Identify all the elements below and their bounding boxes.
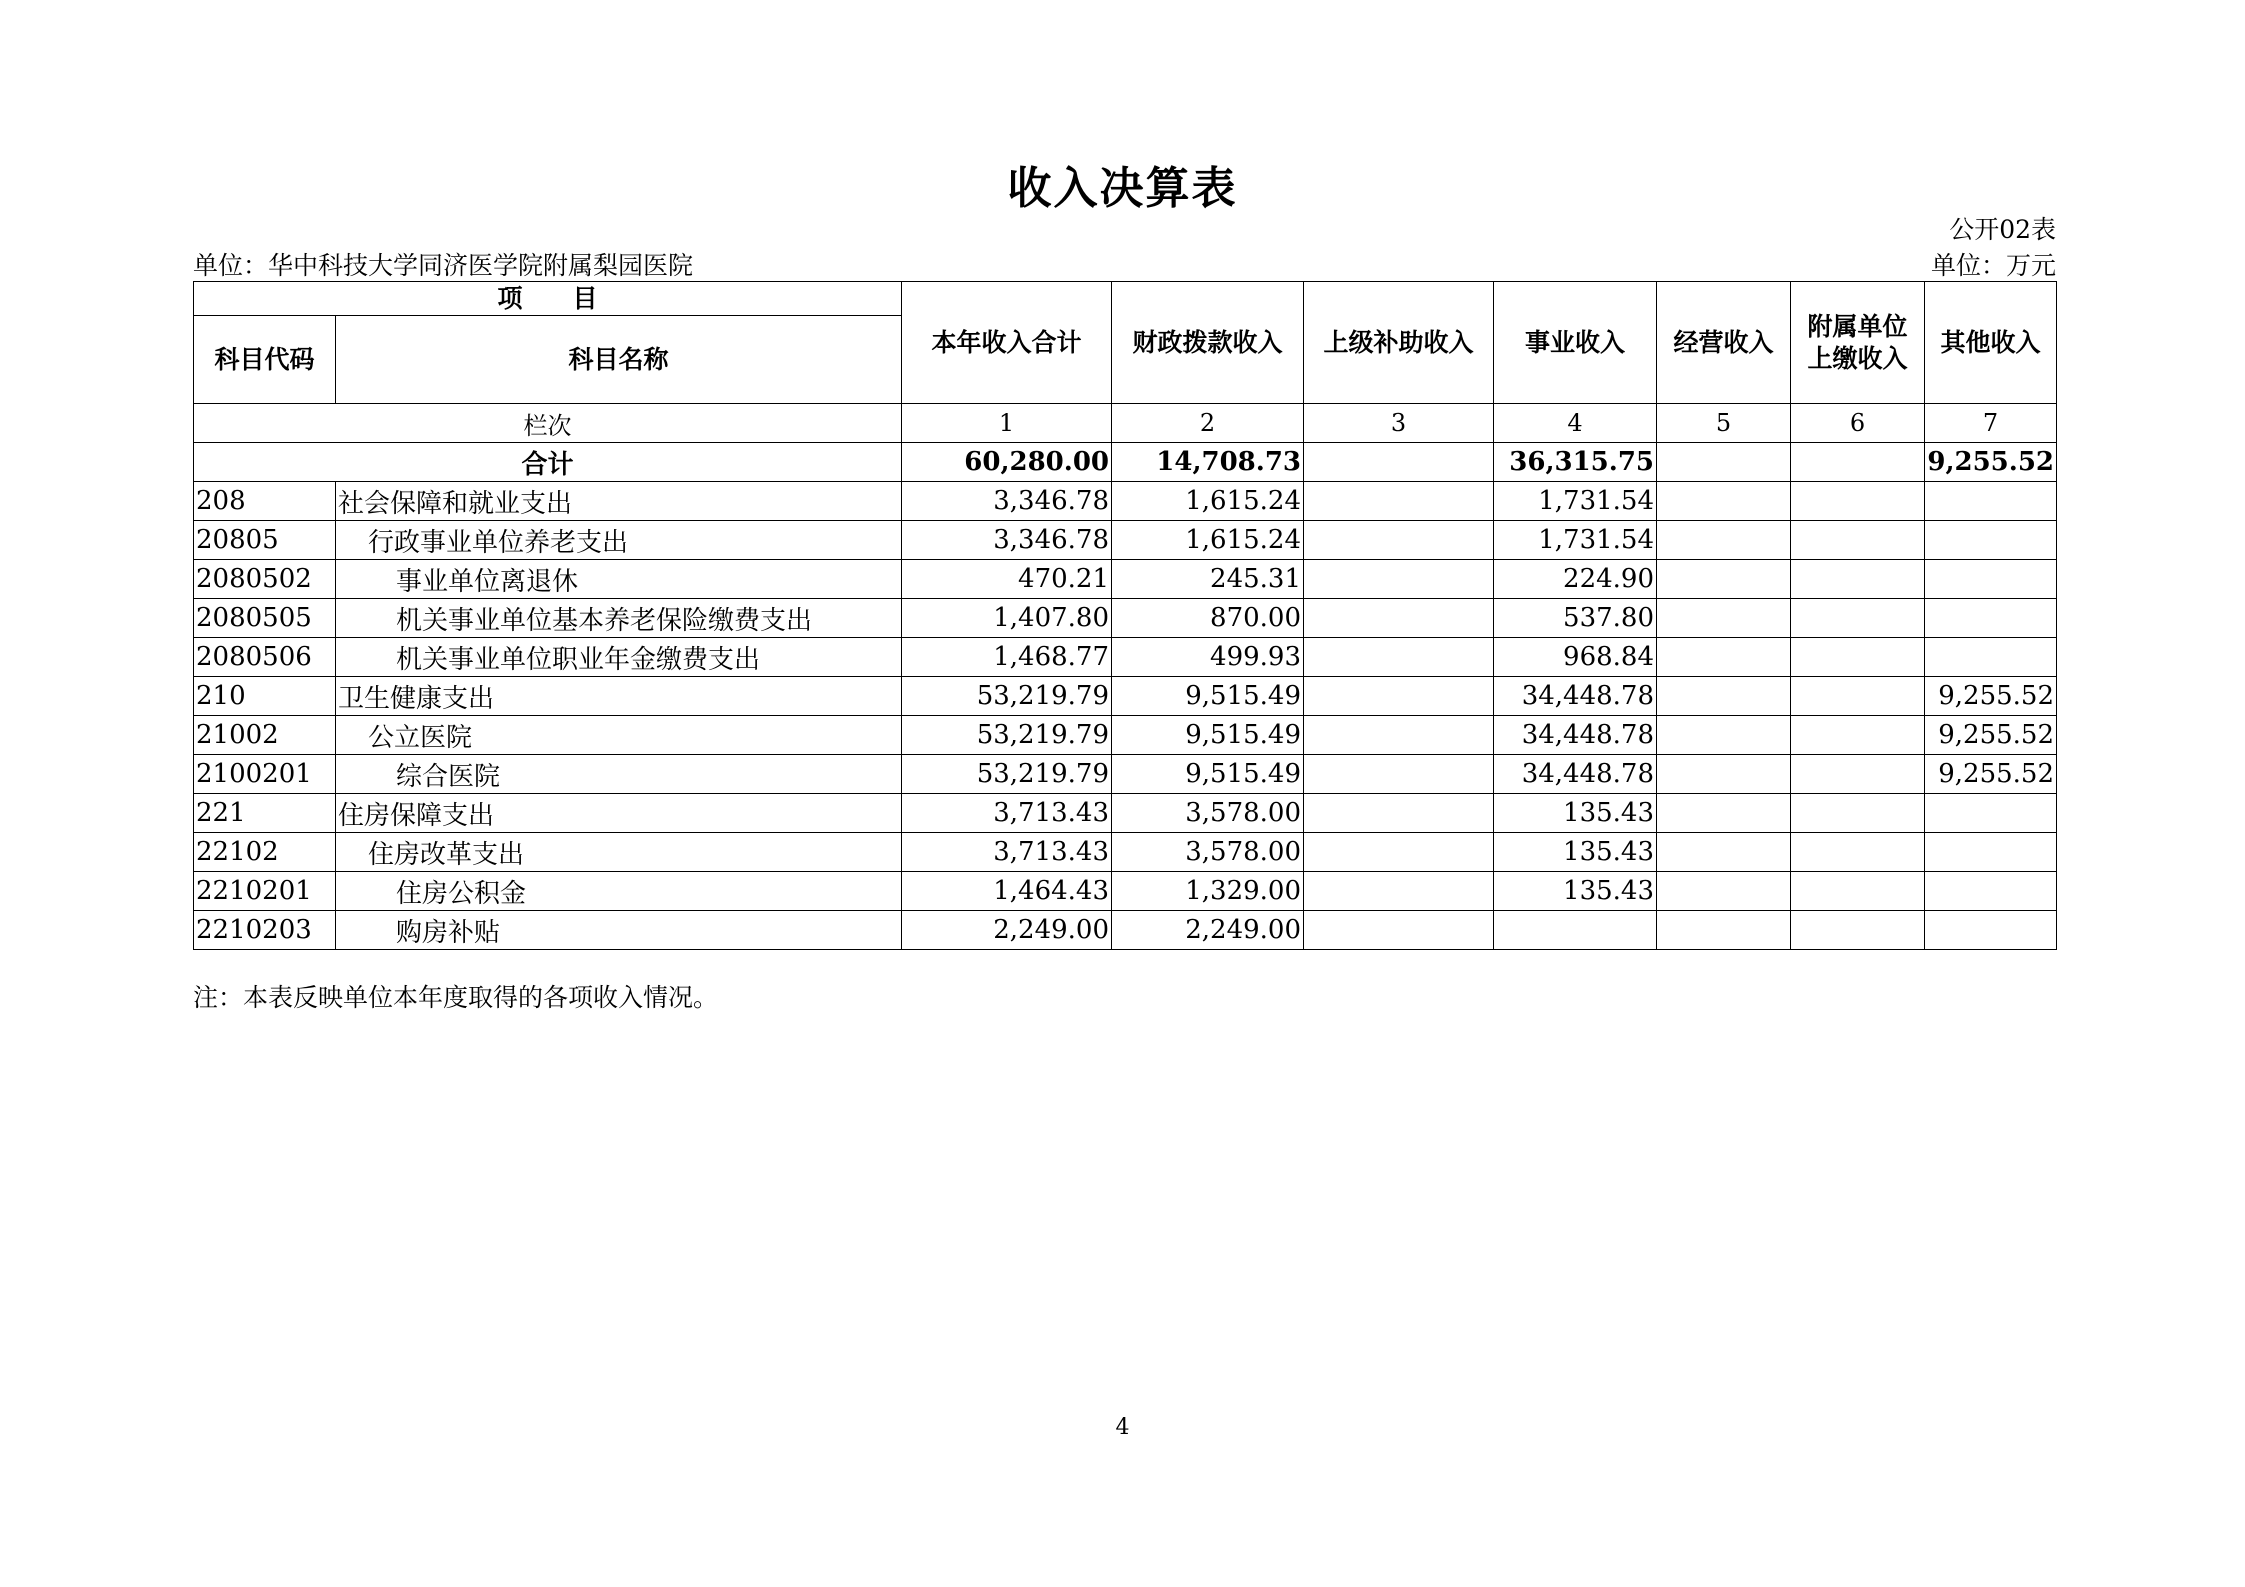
subject-name: 综合医院 xyxy=(336,755,902,794)
amount-cell xyxy=(1791,833,1925,872)
amount-cell xyxy=(1791,911,1925,950)
amount-cell xyxy=(1791,716,1925,755)
amount-cell xyxy=(1657,872,1791,911)
subject-code: 2210203 xyxy=(194,911,336,950)
table-row xyxy=(194,716,2057,755)
amount-cell: 34,448.78 xyxy=(1494,716,1657,755)
amount-cell: 34,448.78 xyxy=(1494,755,1657,794)
amount-cell: 1,731.54 xyxy=(1494,521,1657,560)
header-fiscal-income: 财政拨款收入 xyxy=(1112,282,1304,404)
amount-cell: 1,731.54 xyxy=(1494,482,1657,521)
amount-cell xyxy=(1925,482,2057,521)
amount-cell: 9,515.49 xyxy=(1112,716,1304,755)
index-row xyxy=(194,404,2057,443)
subject-name: 社会保障和就业支出 xyxy=(336,482,902,521)
amount-cell: 53,219.79 xyxy=(902,716,1112,755)
amount-cell xyxy=(1657,755,1791,794)
header-operating-income: 经营收入 xyxy=(1657,282,1791,404)
total-label: 合计 xyxy=(194,443,902,482)
total-cell xyxy=(1657,443,1791,482)
amount-cell xyxy=(1925,599,2057,638)
amount-cell xyxy=(1791,755,1925,794)
amount-cell xyxy=(1791,599,1925,638)
subject-code: 22102 xyxy=(194,833,336,872)
subject-name: 住房改革支出 xyxy=(336,833,902,872)
amount-cell: 9,515.49 xyxy=(1112,677,1304,716)
amount-cell: 9,255.52 xyxy=(1925,677,2057,716)
header-item: 项 目 xyxy=(194,282,902,316)
table-row xyxy=(194,755,2057,794)
page-title: 收入决算表 xyxy=(1007,163,1238,214)
amount-cell xyxy=(1791,677,1925,716)
amount-cell xyxy=(1304,833,1494,872)
amount-cell xyxy=(1925,911,2057,950)
subject-name: 行政事业单位养老支出 xyxy=(336,521,902,560)
amount-cell: 9,515.49 xyxy=(1112,755,1304,794)
total-cell: 9,255.52 xyxy=(1925,443,2057,482)
subject-code: 2080506 xyxy=(194,638,336,677)
subject-code: 208 xyxy=(194,482,336,521)
amount-cell xyxy=(1657,677,1791,716)
amount-cell: 135.43 xyxy=(1494,872,1657,911)
amount-cell xyxy=(1304,716,1494,755)
amount-cell: 470.21 xyxy=(902,560,1112,599)
form-number: 公开02表 xyxy=(1949,215,2056,244)
subject-code: 221 xyxy=(194,794,336,833)
amount-cell: 135.43 xyxy=(1494,794,1657,833)
amount-cell xyxy=(1925,521,2057,560)
header-subject-code: 科目代码 xyxy=(194,316,336,404)
amount-cell: 1,615.24 xyxy=(1112,482,1304,521)
amount-cell xyxy=(1304,521,1494,560)
amount-cell: 3,578.00 xyxy=(1112,794,1304,833)
amount-cell: 1,464.43 xyxy=(902,872,1112,911)
table-row xyxy=(194,677,2057,716)
subject-name: 事业单位离退休 xyxy=(336,560,902,599)
index-cell: 3 xyxy=(1304,404,1494,443)
amount-cell: 224.90 xyxy=(1494,560,1657,599)
amount-cell xyxy=(1791,794,1925,833)
amount-cell xyxy=(1304,872,1494,911)
subject-code: 2210201 xyxy=(194,872,336,911)
index-label: 栏次 xyxy=(194,404,902,443)
header-subsidiary-income xyxy=(1791,282,1925,404)
amount-cell: 1,329.00 xyxy=(1112,872,1304,911)
amount-cell: 3,346.78 xyxy=(902,521,1112,560)
table-row xyxy=(194,560,2057,599)
subject-name: 卫生健康支出 xyxy=(336,677,902,716)
table-row xyxy=(194,599,2057,638)
amount-cell xyxy=(1791,872,1925,911)
amount-cell xyxy=(1304,911,1494,950)
table-row xyxy=(194,911,2057,950)
amount-cell: 968.84 xyxy=(1494,638,1657,677)
amount-cell xyxy=(1925,872,2057,911)
total-cell xyxy=(1304,443,1494,482)
amount-cell xyxy=(1791,482,1925,521)
amount-cell: 245.31 xyxy=(1112,560,1304,599)
index-cell: 5 xyxy=(1657,404,1791,443)
unit-organization: 单位：华中科技大学同济医学院附属梨园医院 xyxy=(193,251,694,280)
table-row xyxy=(194,833,2057,872)
table-row xyxy=(194,872,2057,911)
index-cell: 7 xyxy=(1925,404,2057,443)
amount-cell: 135.43 xyxy=(1494,833,1657,872)
amount-cell xyxy=(1304,638,1494,677)
subject-code: 21002 xyxy=(194,716,336,755)
amount-cell: 2,249.00 xyxy=(1112,911,1304,950)
amount-cell xyxy=(1657,482,1791,521)
subject-code: 2080502 xyxy=(194,560,336,599)
subject-code: 20805 xyxy=(194,521,336,560)
amount-cell xyxy=(1791,521,1925,560)
amount-cell xyxy=(1304,560,1494,599)
header-subsidiary-line1: 附属单位 xyxy=(1807,311,1908,341)
amount-cell: 9,255.52 xyxy=(1925,716,2057,755)
amount-cell: 53,219.79 xyxy=(902,755,1112,794)
amount-cell xyxy=(1304,755,1494,794)
amount-cell xyxy=(1925,833,2057,872)
amount-cell: 3,713.43 xyxy=(902,794,1112,833)
amount-cell xyxy=(1791,560,1925,599)
index-cell: 6 xyxy=(1791,404,1925,443)
amount-cell xyxy=(1304,677,1494,716)
header-subject-name: 科目名称 xyxy=(336,316,902,404)
unit-currency: 单位：万元 xyxy=(1930,251,2056,280)
amount-cell: 1,468.77 xyxy=(902,638,1112,677)
amount-cell xyxy=(1925,638,2057,677)
subject-name: 住房公积金 xyxy=(336,872,902,911)
amount-cell xyxy=(1657,521,1791,560)
amount-cell xyxy=(1494,911,1657,950)
subject-code: 210 xyxy=(194,677,336,716)
amount-cell: 2,249.00 xyxy=(902,911,1112,950)
table-row xyxy=(194,521,2057,560)
amount-cell: 3,713.43 xyxy=(902,833,1112,872)
subject-code: 2080505 xyxy=(194,599,336,638)
amount-cell xyxy=(1925,560,2057,599)
amount-cell xyxy=(1657,560,1791,599)
amount-cell: 53,219.79 xyxy=(902,677,1112,716)
subject-name: 公立医院 xyxy=(336,716,902,755)
total-cell xyxy=(1791,443,1925,482)
header-superior-subsidy: 上级补助收入 xyxy=(1304,282,1494,404)
amount-cell: 537.80 xyxy=(1494,599,1657,638)
amount-cell: 3,578.00 xyxy=(1112,833,1304,872)
amount-cell: 1,615.24 xyxy=(1112,521,1304,560)
amount-cell xyxy=(1657,833,1791,872)
table-row xyxy=(194,482,2057,521)
total-row xyxy=(194,443,2057,482)
total-cell: 36,315.75 xyxy=(1494,443,1657,482)
amount-cell xyxy=(1657,911,1791,950)
index-cell: 2 xyxy=(1112,404,1304,443)
amount-cell: 499.93 xyxy=(1112,638,1304,677)
income-table xyxy=(193,281,2057,950)
amount-cell xyxy=(1657,794,1791,833)
page-number: 4 xyxy=(1115,1415,1130,1440)
table-row xyxy=(194,638,2057,677)
index-cell: 1 xyxy=(902,404,1112,443)
subject-name: 住房保障支出 xyxy=(336,794,902,833)
header-business-income: 事业收入 xyxy=(1494,282,1657,404)
amount-cell: 870.00 xyxy=(1112,599,1304,638)
subject-name: 机关事业单位基本养老保险缴费支出 xyxy=(336,599,902,638)
amount-cell: 9,255.52 xyxy=(1925,755,2057,794)
index-cell: 4 xyxy=(1494,404,1657,443)
total-cell: 60,280.00 xyxy=(902,443,1112,482)
amount-cell: 3,346.78 xyxy=(902,482,1112,521)
amount-cell xyxy=(1304,599,1494,638)
footnote: 注：本表反映单位本年度取得的各项收入情况。 xyxy=(193,983,719,1012)
amount-cell xyxy=(1304,794,1494,833)
table-row xyxy=(194,794,2057,833)
subject-name: 购房补贴 xyxy=(336,911,902,950)
amount-cell xyxy=(1657,599,1791,638)
amount-cell xyxy=(1925,794,2057,833)
amount-cell: 1,407.80 xyxy=(902,599,1112,638)
amount-cell xyxy=(1791,638,1925,677)
header-other-income: 其他收入 xyxy=(1925,282,2057,404)
amount-cell xyxy=(1657,638,1791,677)
amount-cell: 34,448.78 xyxy=(1494,677,1657,716)
header-subsidiary-line2: 上缴收入 xyxy=(1807,343,1908,373)
amount-cell xyxy=(1304,482,1494,521)
total-cell: 14,708.73 xyxy=(1112,443,1304,482)
amount-cell xyxy=(1657,716,1791,755)
header-total-income: 本年收入合计 xyxy=(902,282,1112,404)
subject-name: 机关事业单位职业年金缴费支出 xyxy=(336,638,902,677)
subject-code: 2100201 xyxy=(194,755,336,794)
